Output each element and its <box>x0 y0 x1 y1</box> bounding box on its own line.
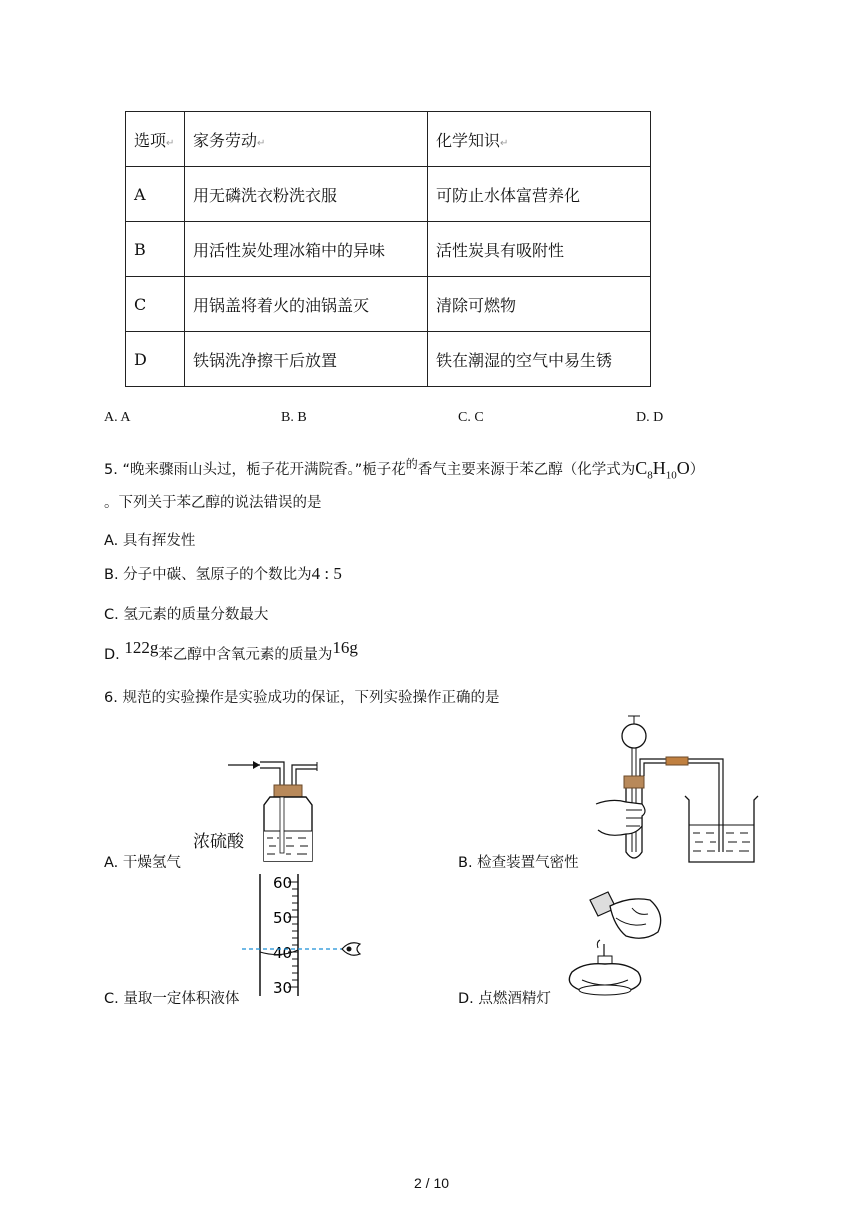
row-knowledge: 活性炭具有吸附性 <box>428 222 651 277</box>
q5-option-b: B. 分子中碳、氢原子的个数比为4 : 5 <box>104 564 342 583</box>
row-option: C <box>126 277 185 332</box>
table-row <box>126 332 651 387</box>
gas-washing-bottle-diagram <box>220 755 330 870</box>
row-chore: 铁锅洗净擦干后放置 <box>185 332 428 387</box>
q5-option-a: A. 具有挥发性 <box>104 533 196 549</box>
cylinder-tick-60: 60 <box>273 874 293 892</box>
table-header-row <box>126 112 651 167</box>
row-knowledge: 铁在潮湿的空气中易生锈 <box>428 332 651 387</box>
row-chore: 用无磷洗衣粉洗衣服 <box>185 167 428 222</box>
page-number: 2 / 10 <box>414 1175 450 1191</box>
row-option: B <box>126 222 185 277</box>
table-row <box>126 222 651 277</box>
cylinder-tick-40: 40 <box>273 944 293 962</box>
header-cell: 家务劳动↵ <box>185 112 428 167</box>
q4-option-b: B. B <box>281 410 307 425</box>
eye-icon <box>342 943 360 955</box>
airtightness-check-diagram <box>592 712 762 867</box>
header-cell: 化学知识↵ <box>428 112 651 167</box>
row-knowledge: 清除可燃物 <box>428 277 651 332</box>
q6-option-a: A. 干燥氢气 <box>104 855 181 871</box>
q6-option-c: C. 量取一定体积液体 <box>104 991 240 1007</box>
header-cell: 选项↵ <box>126 112 185 167</box>
row-knowledge: 可防止水体富营养化 <box>428 167 651 222</box>
row-chore: 用锅盖将着火的油锅盖灭 <box>185 277 428 332</box>
chores-table <box>125 111 651 387</box>
q4-option-d: D. D <box>636 410 664 425</box>
row-chore: 用活性炭处理冰箱中的异味 <box>185 222 428 277</box>
table-row <box>126 277 651 332</box>
alcohol-lamp-diagram <box>560 886 680 1006</box>
q5-stem-line2: 。下列关于苯乙醇的说法错误的是 <box>104 495 322 511</box>
cylinder-tick-50: 50 <box>273 909 293 927</box>
q5-stem-part2: 香气主要来源于苯乙醇（化学式为 <box>417 461 636 478</box>
q4-option-a: A. A <box>104 410 131 425</box>
q6-option-d: D. 点燃酒精灯 <box>458 991 551 1007</box>
table-row <box>126 167 651 222</box>
q5-stem-part1: 5. “晚来骤雨山头过，栀子花开满院香。”栀子花 <box>104 461 406 478</box>
q5-option-c: C. 氢元素的质量分数最大 <box>104 607 269 623</box>
graduated-cylinder-diagram <box>240 870 370 1002</box>
acid-label: 浓硫酸 <box>193 832 244 852</box>
q5-stem-close: ） <box>689 461 705 478</box>
row-option: D <box>126 332 185 387</box>
cylinder-tick-30: 30 <box>273 979 293 997</box>
q5-stem <box>104 455 704 481</box>
q5-option-d: D. 122g苯乙醇中含氧元素的质量为16g <box>104 638 358 663</box>
q6-stem: 6. 规范的实验操作是实验成功的保证，下列实验操作正确的是 <box>104 690 500 706</box>
row-option: A <box>126 167 185 222</box>
q4-option-c: C. C <box>458 410 484 425</box>
q6-option-b: B. 检查装置气密性 <box>458 855 579 871</box>
q5-stem-de: 的 <box>405 457 418 471</box>
chemical-formula: $C_8H_{10}O$ <box>635 457 690 482</box>
